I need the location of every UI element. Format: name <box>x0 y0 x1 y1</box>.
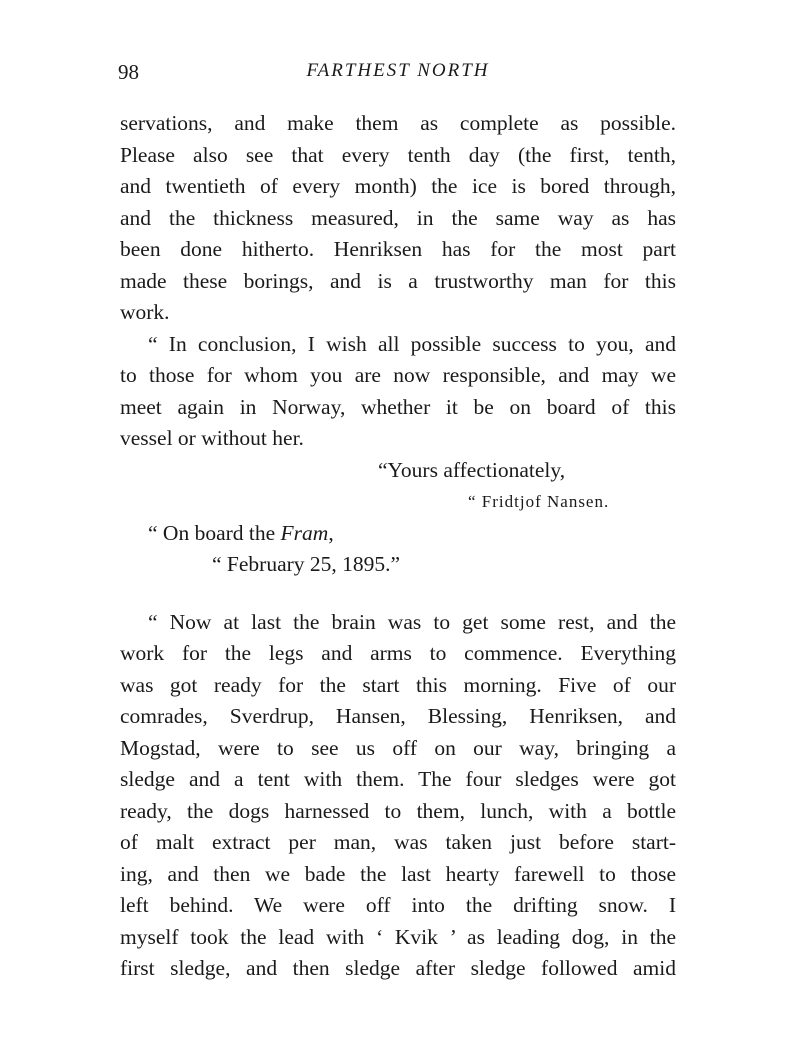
text-line: was got ready for the start this morning. Five of our <box>120 672 676 697</box>
paragraph-letter-observations <box>120 108 676 329</box>
text-line: ing, and then we bade the last hearty farewell to those <box>120 861 676 886</box>
text-line: work. <box>120 300 170 324</box>
page-number: 98 <box>118 60 139 84</box>
text-line: ready, the dogs harnessed to them, lunch, with a bottle <box>120 798 676 823</box>
text-line: vessel or without her. <box>120 426 304 450</box>
text-line: myself took the lead with ‘ Kvik ’ as leading dog, in the <box>120 924 676 949</box>
paragraph-departure <box>120 607 676 985</box>
dateline-place-suffix: , <box>328 520 334 545</box>
text-line: meet again in Norway, whether it be on board of this <box>120 394 676 419</box>
dateline-place <box>120 518 676 550</box>
paragraph-conclusion <box>120 329 676 455</box>
text-line: been done hitherto. Henriksen has for the most part <box>120 237 676 261</box>
text-line: “ Now at last the brain was to get some rest, and the <box>148 609 676 634</box>
text-line: servations, and make them as complete as possible. <box>120 111 676 135</box>
dateline-place-prefix: “ On board the <box>148 520 281 545</box>
body-text <box>120 108 676 985</box>
text-line: Please also see that every tenth day (the first, tenth, <box>120 142 676 167</box>
text-line: Mogstad, were to see us off on our way, bringing a <box>120 735 676 760</box>
text-line: work for the legs and arms to commence. Everything <box>120 641 676 665</box>
ship-name: Fram <box>280 520 329 545</box>
text-line: “ In conclusion, I wish all possible success to you, and <box>148 331 676 356</box>
text-line: first sledge, and then sledge after sledge followed amid <box>120 956 676 980</box>
text-line: sledge and a tent with them. The four sledges were got <box>120 767 676 791</box>
page-header <box>118 60 678 90</box>
text-line: comrades, Sverdrup, Hansen, Blessing, Henriksen, and <box>120 704 676 728</box>
signature-name: “ Fridtjof Nansen. <box>468 492 610 511</box>
text-line: left behind. We were off into the drifting snow. I <box>120 893 676 917</box>
text-line: and twentieth of every month) the ice is bored through, <box>120 174 676 198</box>
running-title: FARTHEST NORTH <box>306 60 490 81</box>
section-gap <box>120 581 676 607</box>
text-line: made these borings, and is a trustworthy man for this <box>120 268 676 293</box>
text-line: and the thickness measured, in the same way as has <box>120 205 676 230</box>
text-line: of malt extract per man, was taken just before start- <box>120 830 676 854</box>
text-line: to those for whom you are now responsible, and may we <box>120 363 676 387</box>
signature-closing: “Yours affectionately, <box>378 457 566 482</box>
dateline-date: “ February 25, 1895.” <box>212 552 401 576</box>
